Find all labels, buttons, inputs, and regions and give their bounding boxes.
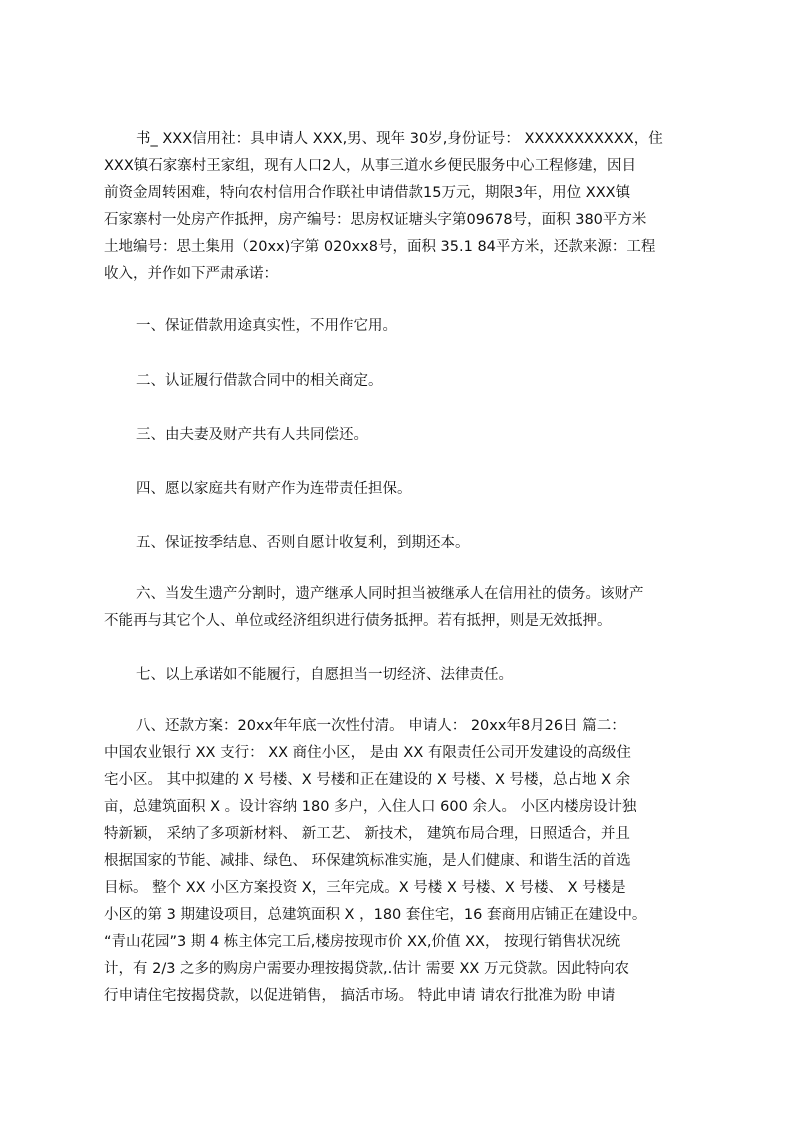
text-line: 根据国家的节能、减排、绿色、 环保建筑标准实施，是人们健康、和谐生活的首选 xyxy=(104,853,631,869)
commitment-6 xyxy=(104,581,698,635)
text-line: 书_ XXX信用社：具申请人 XXX,男、现年 30岁,身份证号： XXXXXXXXXXX，住 xyxy=(136,131,663,147)
text-line: 特新颖， 采纳了多项新材料、 新工艺、 新技术， 建筑布局合理，日照适合，并且 xyxy=(104,826,630,842)
commitment-3 xyxy=(104,422,698,449)
text-line: 目标。 整个 XX 小区方案投资 X，三年完成。X 号楼 X 号楼、X 号楼、 X 号楼是 xyxy=(104,880,626,896)
repayment-and-loan-request xyxy=(104,713,698,1010)
text-line: 土地编号：思土集用（20xx)字第 020xx8号，面积 35.1 84平方米，还款来源：工程 xyxy=(104,239,656,255)
text-line: 前资金周转困难，特向农村信用合作联社申请借款15万元，期限3年，用位 XXX镇 xyxy=(104,185,631,201)
application-paragraph xyxy=(104,126,698,288)
text-line: “青山花园”3 期 4 栋主体完工后,楼房按现市价 XX,价值 XX， 按现行销售状况统 xyxy=(104,934,621,950)
text-line: 行申请住宅按揭贷款，以促进销售， 搞活市场。 特此申请 请农行批准为盼 申请 xyxy=(104,988,616,1004)
text-line: 宅小区。 其中拟建的 X 号楼、X 号楼和正在建设的 X 号楼、X 号楼，总占地 X 余 xyxy=(104,772,631,788)
text-line: XXX镇石家寨村王家组，现有人口2人，从事三道水乡便民服务中心工程修建，因目 xyxy=(104,158,637,174)
text-line: 六、当发生遗产分割时，遗产继承人同时担当被继承人在信用社的债务。该财产 xyxy=(136,586,644,602)
text-line: 七、以上承诺如不能履行，自愿担当一切经济、法律责任。 xyxy=(136,667,513,683)
commitment-7 xyxy=(104,662,698,689)
text-line: 亩，总建筑面积 X 。设计容纳 180 多户，入住人口 600 余人。 小区内楼房设计独 xyxy=(104,799,637,815)
text-line: 中国农业银行 XX 支行： XX 商住小区， 是由 XX 有限责任公司开发建设的高级住 xyxy=(104,745,631,761)
text-line: 不能再与其它个人、单位或经济组织进行债务抵押。若有抵押，则是无效抵押。 xyxy=(104,613,612,629)
commitment-1 xyxy=(104,313,698,340)
text-line: 五、保证按季结息、否则自愿计收复利，到期还本。 xyxy=(136,535,470,551)
text-line: 四、愿以家庭共有财产作为连带责任担保。 xyxy=(136,481,412,497)
text-line: 八、还款方案：20xx年年底一次性付清。 申请人： 20xx年8月26日 篇二： xyxy=(136,718,626,734)
text-line: 收入，并作如下严肃承诺： xyxy=(104,266,278,282)
commitment-4 xyxy=(104,476,698,503)
text-line: 一、保证借款用途真实性，不用作它用。 xyxy=(136,318,397,334)
text-line: 小区的第 3 期建设项目，总建筑面积 X ，180 套住宅，16 套商用店铺正在建设中。 xyxy=(104,907,647,923)
commitment-2 xyxy=(104,368,698,395)
text-line: 三、由夫妻及财产共有人共同偿还。 xyxy=(136,427,368,443)
commitment-5 xyxy=(104,530,698,557)
text-line: 二、认证履行借款合同中的相关商定。 xyxy=(136,373,383,389)
text-line: 石家寨村一处房产作抵押，房产编号：思房权证塘头字第09678号，面积 380平方米 xyxy=(104,212,647,228)
text-line: 计，有 2/3 之多的购房户需要办理按揭贷款,.估计 需要 XX 万元贷款。因此特向农 xyxy=(104,961,629,977)
